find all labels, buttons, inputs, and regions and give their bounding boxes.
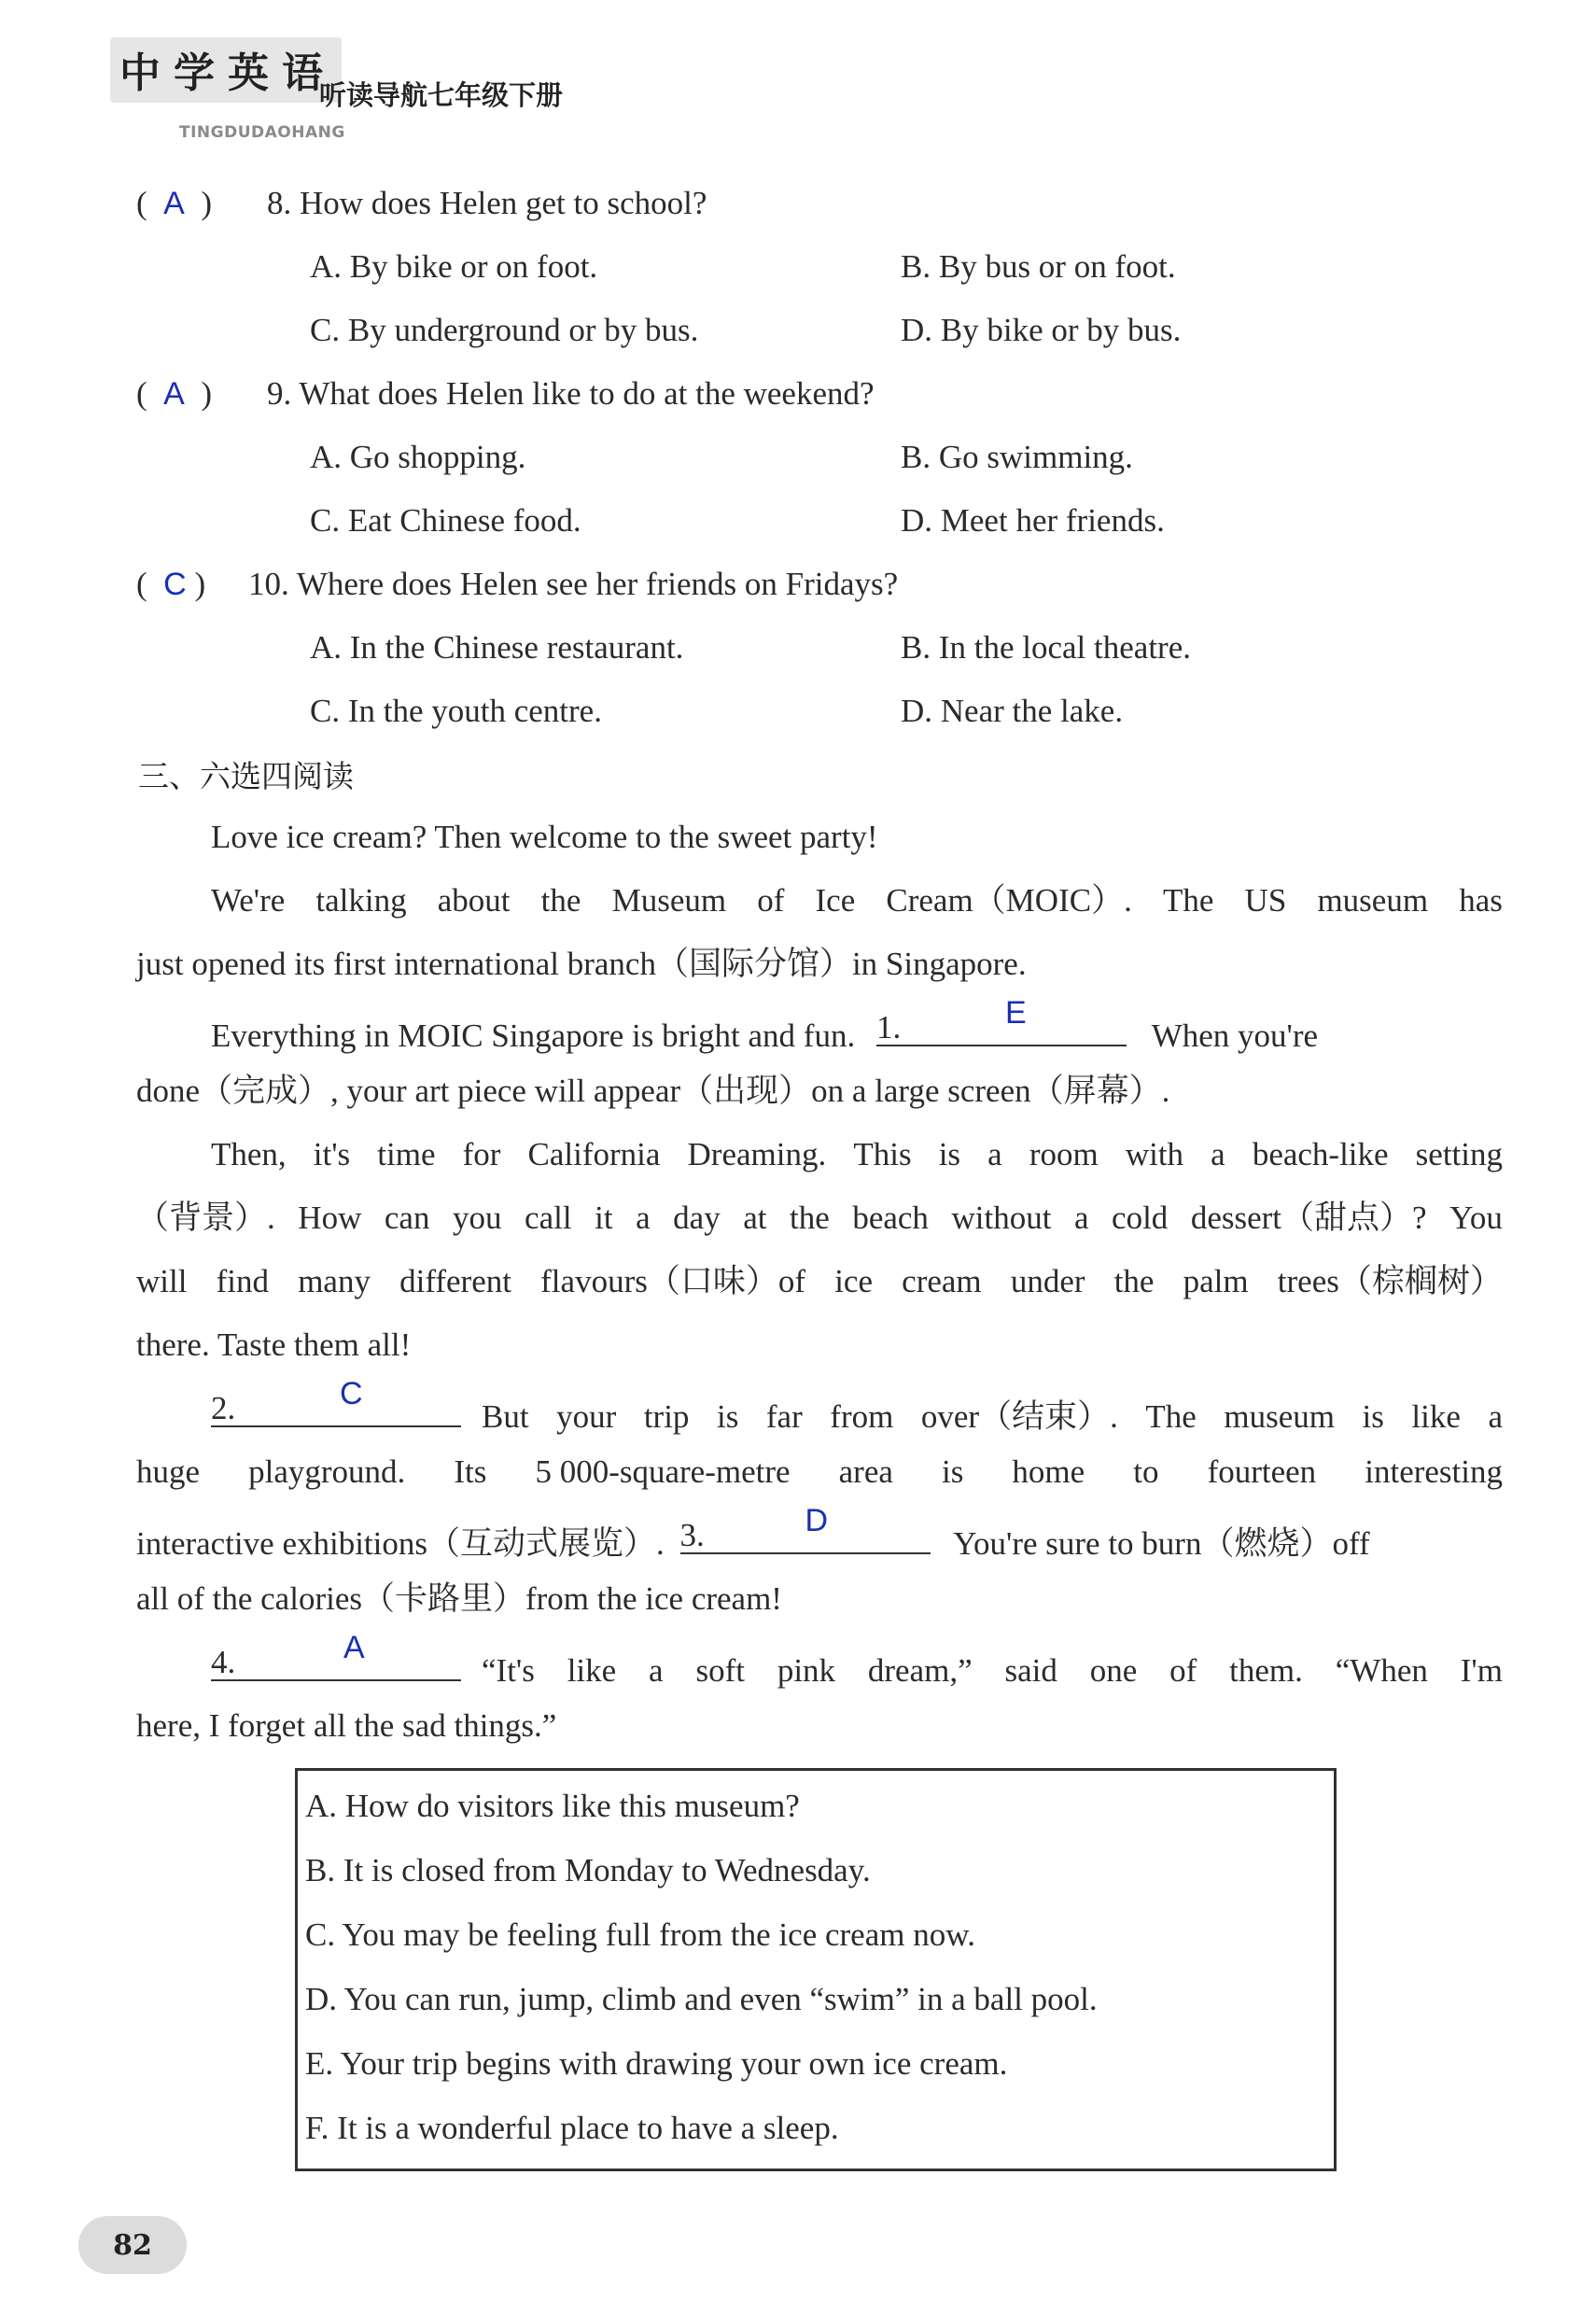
passage-text <box>482 1397 1503 1438</box>
choice-c: C. You may be feeling full from the ice cream now. <box>305 1916 975 1953</box>
passage-word: museum <box>1317 882 1429 919</box>
passage-word: cream <box>902 1263 982 1299</box>
passage-line <box>211 880 1503 921</box>
passage-word: dream,” <box>867 1652 973 1689</box>
blank-number: 1. <box>875 1009 902 1046</box>
passage-word: playground. <box>248 1453 406 1490</box>
passage-word: 5 000-square-metre <box>535 1453 791 1490</box>
passage-text: Everything in MOIC Singapore is bright and fun. <box>211 1018 856 1054</box>
passage-word: different <box>399 1263 511 1299</box>
passage-word: interesting <box>1365 1453 1503 1490</box>
passage-word: is <box>941 1453 964 1490</box>
passage-word: time <box>377 1136 436 1172</box>
option-q8-d: D. By bike or by bus. <box>901 312 1182 348</box>
question-stem-q10: 10. Where does Helen see her friends on Fridays? <box>248 566 899 602</box>
passage-word: You <box>1449 1200 1503 1236</box>
choice-e: E. Your trip begins with drawing your own ice cream. <box>305 2045 1008 2082</box>
passage-word: can <box>384 1200 430 1236</box>
section-title: 三、六选四阅读 <box>138 758 354 794</box>
option-q8-c: C. By underground or by bus. <box>310 312 699 348</box>
options-box <box>295 1768 1337 2171</box>
passage-line: all of the calories（卡路里）from the ice cream! <box>136 1580 782 1617</box>
passage-word: huge <box>136 1453 201 1490</box>
passage-word: your <box>556 1398 617 1435</box>
passage-word: about <box>437 882 511 919</box>
passage-line: Love ice cream? Then welcome to the sweet party! <box>211 819 878 855</box>
answer-paren-q9: ( A ) <box>136 375 212 412</box>
passage-line <box>211 1134 1503 1175</box>
passage-word: “When <box>1335 1652 1428 1689</box>
passage-word: dessert（甜点）? <box>1190 1200 1427 1236</box>
option-q8-a: A. By bike or on foot. <box>310 248 598 285</box>
passage-word: Ice <box>815 882 856 919</box>
passage-word: area <box>838 1453 893 1490</box>
passage-line <box>211 1376 1503 1438</box>
passage-word: cold <box>1112 1200 1169 1236</box>
passage-word: the <box>540 882 581 919</box>
answer-blank-3[interactable] <box>679 1503 931 1554</box>
passage-word: of <box>757 882 785 919</box>
passage-word: soft <box>695 1652 745 1689</box>
passage-word: fourteen <box>1207 1453 1317 1490</box>
passage-text: When you're <box>1151 1018 1319 1054</box>
passage-word: home <box>1012 1453 1085 1490</box>
book-series-title: 中学英语 <box>110 37 342 103</box>
passage-word: under <box>1010 1263 1085 1299</box>
passage-word: The <box>1145 1398 1197 1435</box>
option-q10-a: A. In the Chinese restaurant. <box>310 629 684 666</box>
option-q10-c: C. In the youth centre. <box>310 693 602 729</box>
answer-blank-1[interactable] <box>875 995 1127 1046</box>
passage-word: I'm <box>1460 1652 1503 1689</box>
passage-word: to <box>1133 1453 1159 1490</box>
passage-word: Then, <box>211 1136 287 1172</box>
passage-word: day <box>673 1200 721 1236</box>
passage-word: a <box>1488 1398 1503 1435</box>
passage-word: for <box>462 1136 501 1172</box>
option-q9-a: A. Go shopping. <box>310 439 526 475</box>
blank-number: 4. <box>211 1644 236 1680</box>
passage-line: here, I forget all the sad things.” <box>136 1707 557 1744</box>
option-q10-d: D. Near the lake. <box>901 693 1124 729</box>
passage-word: them. <box>1229 1652 1303 1689</box>
blank-answer: A <box>343 1630 365 1665</box>
passage-word: said <box>1004 1652 1057 1689</box>
passage-word: flavours（口味）of <box>540 1263 806 1299</box>
passage-word: is <box>716 1398 739 1435</box>
option-q9-b: B. Go swimming. <box>901 439 1133 475</box>
passage-word: California <box>527 1136 661 1172</box>
question-stem-q8: 8. How does Helen get to school? <box>267 185 707 221</box>
passage-word: find <box>216 1263 270 1299</box>
passage-word: Cream（MOIC）. <box>886 882 1132 919</box>
passage-word: a <box>1211 1136 1225 1172</box>
passage-word: The <box>1162 882 1214 919</box>
passage-word: trees（棕榈树） <box>1277 1263 1503 1299</box>
passage-word: has <box>1459 882 1503 919</box>
answer-blank-4[interactable] <box>211 1630 461 1681</box>
passage-word: room <box>1029 1136 1099 1172</box>
passage-word: a <box>1073 1200 1089 1236</box>
passage-word: the <box>790 1200 830 1236</box>
question-stem-q9: 9. What does Helen like to do at the weekend? <box>267 375 875 412</box>
choice-f: F. It is a wonderful place to have a sleep. <box>305 2110 839 2146</box>
passage-word: But <box>482 1398 529 1435</box>
passage-word: it's <box>313 1136 351 1172</box>
passage-line <box>211 995 1319 1057</box>
blank-answer: C <box>340 1376 363 1411</box>
passage-word: Its <box>454 1453 487 1490</box>
passage-text <box>482 1650 1503 1691</box>
passage-text: interactive exhibitions（互动式展览）. <box>136 1525 665 1562</box>
passage-word: one <box>1089 1652 1138 1689</box>
passage-word: with <box>1125 1136 1184 1172</box>
passage-word: from <box>830 1398 894 1435</box>
passage-word: We're <box>211 882 286 919</box>
passage-text: You're sure to burn（燃烧）off <box>953 1525 1370 1562</box>
passage-line: done（完成）, your art piece will appear（出现）on a large screen（屏幕）. <box>136 1073 1170 1109</box>
passage-line <box>136 1503 1370 1565</box>
passage-word: is <box>1362 1398 1384 1435</box>
choice-b: B. It is closed from Monday to Wednesday. <box>305 1852 871 1888</box>
option-q8-b: B. By bus or on foot. <box>901 248 1176 285</box>
passage-word: How <box>298 1200 362 1236</box>
answer-q10: C <box>163 567 187 602</box>
passage-word: like <box>1411 1398 1461 1435</box>
passage-word: US <box>1244 882 1287 919</box>
passage-line: there. Taste them all! <box>136 1326 412 1363</box>
passage-word: beach <box>852 1200 929 1236</box>
option-q10-b: B. In the local theatre. <box>901 629 1191 666</box>
passage-word: like <box>567 1652 617 1689</box>
passage-word: many <box>298 1263 371 1299</box>
passage-word: the <box>1113 1263 1155 1299</box>
passage-word: ice <box>834 1263 873 1299</box>
passage-word: a <box>649 1652 664 1689</box>
passage-word: it <box>595 1200 613 1236</box>
passage-word: （背景）. <box>136 1200 275 1236</box>
passage-word: without <box>951 1200 1052 1236</box>
answer-q9: A <box>163 376 185 412</box>
answer-q8: A <box>163 186 185 221</box>
passage-line <box>136 1198 1503 1239</box>
passage-word: “It's <box>482 1652 535 1689</box>
passage-word: is <box>938 1136 961 1172</box>
blank-answer: E <box>1004 995 1027 1031</box>
passage-word: pink <box>777 1652 836 1689</box>
book-pinyin: TINGDUDAOHANG <box>179 123 345 142</box>
passage-word: palm <box>1183 1263 1249 1299</box>
passage-word: far <box>765 1398 803 1435</box>
passage-word: call <box>525 1200 572 1236</box>
passage-word: at <box>743 1200 767 1236</box>
passage-word: beach-like <box>1252 1136 1389 1172</box>
choice-a: A. How do visitors like this museum? <box>305 1788 800 1824</box>
passage-word: will <box>136 1263 188 1299</box>
book-subtitle: 听读导航七年级下册 <box>319 79 564 111</box>
passage-line: just opened its first international branch（国际分馆）in Singapore. <box>136 946 1027 982</box>
passage-line <box>136 1452 1503 1493</box>
option-q9-d: D. Meet her friends. <box>901 502 1165 539</box>
passage-word: This <box>853 1136 912 1172</box>
passage-word: Dreaming. <box>687 1136 827 1172</box>
passage-word: trip <box>643 1398 690 1435</box>
passage-line <box>136 1261 1503 1302</box>
page-number: 82 <box>78 2216 187 2274</box>
passage-word: a <box>636 1200 651 1236</box>
blank-answer: D <box>805 1503 829 1538</box>
passage-word: over（结束）. <box>920 1398 1118 1435</box>
passage-word: museum <box>1224 1398 1335 1435</box>
passage-word: talking <box>315 882 407 919</box>
passage-word: setting <box>1415 1136 1503 1172</box>
answer-paren-q8: ( A ) <box>136 185 212 221</box>
answer-paren-q10: ( C ) <box>136 566 206 602</box>
blank-number: 3. <box>679 1517 705 1553</box>
option-q9-c: C. Eat Chinese food. <box>310 502 581 539</box>
blank-number: 2. <box>211 1390 236 1426</box>
passage-word: of <box>1169 1652 1197 1689</box>
passage-line <box>211 1630 1503 1691</box>
choice-d: D. You can run, jump, climb and even “swim” in a ball pool. <box>305 1981 1098 2017</box>
passage-word: Museum <box>611 882 727 919</box>
passage-word: a <box>987 1136 1002 1172</box>
passage-word: you <box>453 1200 502 1236</box>
answer-blank-2[interactable] <box>211 1376 461 1427</box>
